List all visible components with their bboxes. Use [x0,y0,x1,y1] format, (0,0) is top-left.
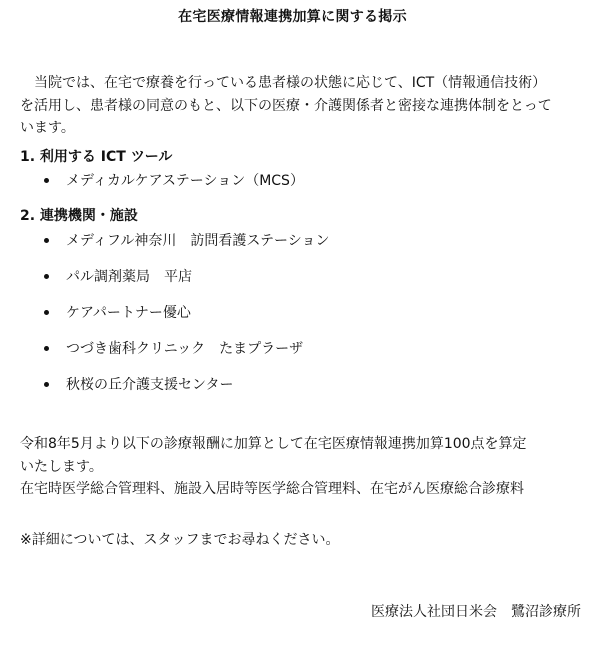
section-heading-ict-tools: 1. 利用する ICT ツール [20,149,173,165]
notice-line: いたします。 [20,458,103,475]
list-item-text: ケアパートナー優心 [66,305,191,321]
list-item-text: 秋桜の丘介護支援センター [66,377,234,393]
contact-note: ※詳細については、スタッフまでお尋ねください。 [20,532,340,548]
bullet-icon [44,346,49,351]
intro-line: を活用し、患者様の同意のもと、以下の医療・介護関係者と密接な連携体制をとって [20,97,552,114]
list-item-text: メディフル神奈川 訪問看護ステーション [66,233,330,249]
list-item-text: つづき歯科クリニック たまプラーザ [66,341,304,357]
list-item-text: メディカルケアステーション（MCS） [66,173,304,189]
intro-paragraph [20,72,590,140]
notice-line: 令和8年5月より以下の診療報酬に加算として在宅医療情報連携加算100点を算定 [20,436,527,452]
notice-line: 在宅時医学総合管理料、施設入居時等医学総合管理料、在宅がん医療総合診療料 [20,481,524,497]
section-heading-partner-facilities: 2. 連携機関・施設 [20,208,138,224]
bullet-icon [44,238,49,243]
billing-notice [20,433,590,501]
bullet-icon [44,178,49,183]
page-title: 在宅医療情報連携加算に関する掲示 [178,9,407,25]
intro-line: 当院では、在宅で療養を行っている患者様の状態に応じて、ICT（情報通信技術） [20,75,547,91]
intro-line: います。 [20,120,75,136]
bullet-icon [44,274,49,279]
bullet-icon [44,382,49,387]
list-item-text: パル調剤薬局 平店 [66,269,192,285]
bullet-icon [44,310,49,315]
clinic-signature: 医療法人社団日米会 鷺沼診療所 [371,604,581,620]
